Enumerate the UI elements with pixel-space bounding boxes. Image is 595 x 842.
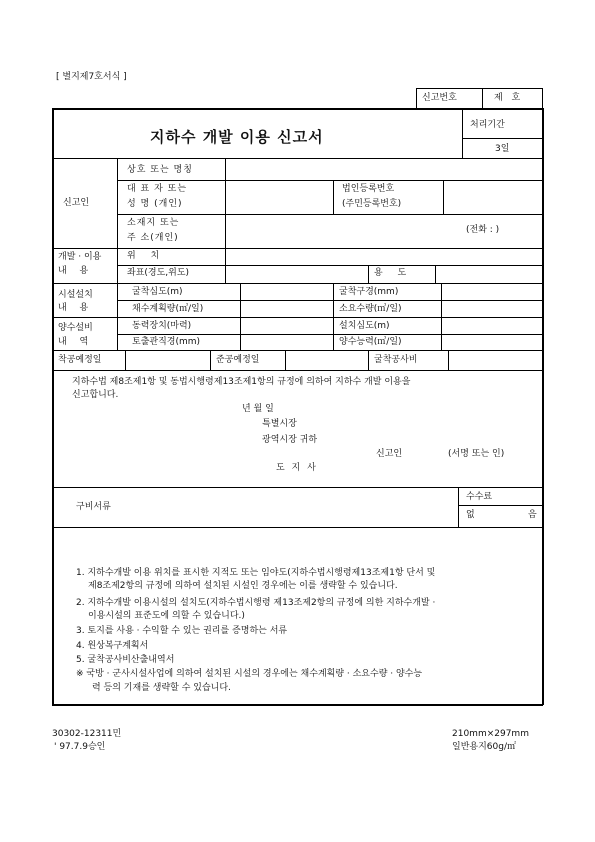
note-line: 제8조제2항의 규정에 의하여 설치된 시설인 경우에는 이를 생략할 수 있습니다.	[88, 581, 398, 591]
business-name-label: 상호 또는 명칭	[127, 165, 193, 175]
drilling-diameter-label: 굴착구경(mm)	[339, 287, 399, 297]
form-number: [ 별지제7호서식 ]	[56, 72, 127, 82]
applicant-section-label: 신고인	[63, 198, 90, 208]
governor-label: 도 지 사	[276, 463, 318, 473]
address-label-2: 주 소(개인)	[127, 233, 179, 243]
location-label: 위 치	[127, 251, 166, 261]
note-line: 2. 지하수개발 이용시설의 설치도(지하수법시행령 제13조제2항의 규정에 의한 지하수개발 ·	[76, 598, 436, 608]
receipt-number-value: 제 호	[494, 93, 524, 103]
facility-section-label-2: 내 용	[58, 303, 94, 313]
note-line: 력 등의 기재를 생략할 수 있습니다.	[92, 683, 231, 693]
end-date-label: 준공예정일	[216, 355, 260, 365]
note-line: 3. 토지를 사용 · 수익할 수 있는 권리를 증명하는 서류	[76, 626, 288, 636]
paper-weight: 일반용지60g/㎡	[452, 742, 516, 752]
required-documents-label: 구비서류	[76, 502, 111, 512]
note-line: ※ 국방 · 군사시설사업에 의하여 설치된 시설의 경우에는 채수계획량 · 소요수량 · 양수능	[76, 669, 423, 679]
pump-section-label-2: 내 역	[58, 337, 94, 347]
drilling-cost-label: 굴착공사비	[374, 355, 418, 365]
address-label-1: 소재지 또는	[127, 218, 180, 228]
representative-label-2: 성 명 (개인)	[127, 199, 183, 209]
corp-number-label-2: (주민등록번호)	[342, 199, 402, 209]
discharge-pipe-label: 토출관직경(mm)	[132, 337, 201, 347]
processing-period-value: 3일	[495, 144, 510, 154]
usage-section-label-2: 내 용	[58, 266, 94, 276]
facility-section-label-1: 시설설치	[58, 290, 93, 300]
note-line: 4. 원상복구계획서	[76, 641, 149, 651]
fee-value-2: 음	[528, 510, 537, 520]
official-seat-2: 광역시장 귀하	[262, 435, 318, 445]
form-top-border	[52, 108, 543, 110]
approval-date: ' 97.7.9승인	[54, 742, 106, 752]
note-line: 5. 굴착공사비산출내역서	[76, 655, 175, 665]
power-unit-label: 동력장치(마력)	[132, 321, 192, 331]
note-line: 이용시설의 표준도에 의할 수 있습니다.)	[88, 611, 245, 621]
declaration-date: 년 월 일	[242, 404, 274, 414]
pump-capacity-label: 양수능력(㎥/일)	[339, 337, 402, 347]
start-date-label: 착공예정일	[58, 355, 102, 365]
corp-number-label-1: 법인등록번호	[342, 184, 395, 194]
processing-period-label: 처리기간	[470, 120, 505, 130]
official-seat-1: 특별시장	[262, 419, 297, 429]
phone-label: (전화 : )	[466, 225, 500, 235]
form-code: 30302-12311민	[52, 729, 122, 739]
note-line: 1. 지하수개발 이용 위치를 표시한 지적도 또는 임야도(지하수법시행령제13조제1항 단서 및	[76, 568, 436, 578]
usage-section-label-1: 개발 · 이용	[58, 252, 102, 262]
form-bottom-border	[52, 704, 543, 706]
signature-note: (서명 또는 인)	[448, 449, 505, 459]
signer-label: 신고인	[376, 449, 403, 459]
paper-size: 210mm×297mm	[452, 729, 529, 739]
receipt-box-top	[416, 88, 542, 89]
install-depth-label: 설치심도(m)	[339, 321, 390, 331]
declaration-line-2: 신고합니다.	[72, 390, 119, 400]
coords-label: 좌표(경도,위도)	[127, 268, 190, 278]
representative-label-1: 대 표 자 또는	[127, 184, 188, 194]
drilling-depth-label: 굴착심도(m)	[132, 287, 183, 297]
form-title: 지하수 개발 이용 신고서	[150, 128, 324, 146]
receipt-number-label: 신고번호	[422, 93, 457, 103]
pump-section-label-1: 양수설비	[58, 323, 93, 333]
declaration-line-1: 지하수법 제8조제1항 및 동법시행령제13조제1항의 규정에 의하여 지하수 개발 이용을	[72, 377, 411, 387]
required-water-label: 소요수량(㎥/일)	[339, 304, 402, 314]
purpose-label: 용 도	[374, 268, 413, 278]
form-right-border	[542, 108, 544, 705]
form-left-border	[52, 108, 54, 705]
planned-intake-label: 채수계획량(㎥/일)	[132, 304, 204, 314]
fee-label: 수수료	[466, 492, 493, 502]
fee-value-1: 없	[466, 510, 475, 520]
